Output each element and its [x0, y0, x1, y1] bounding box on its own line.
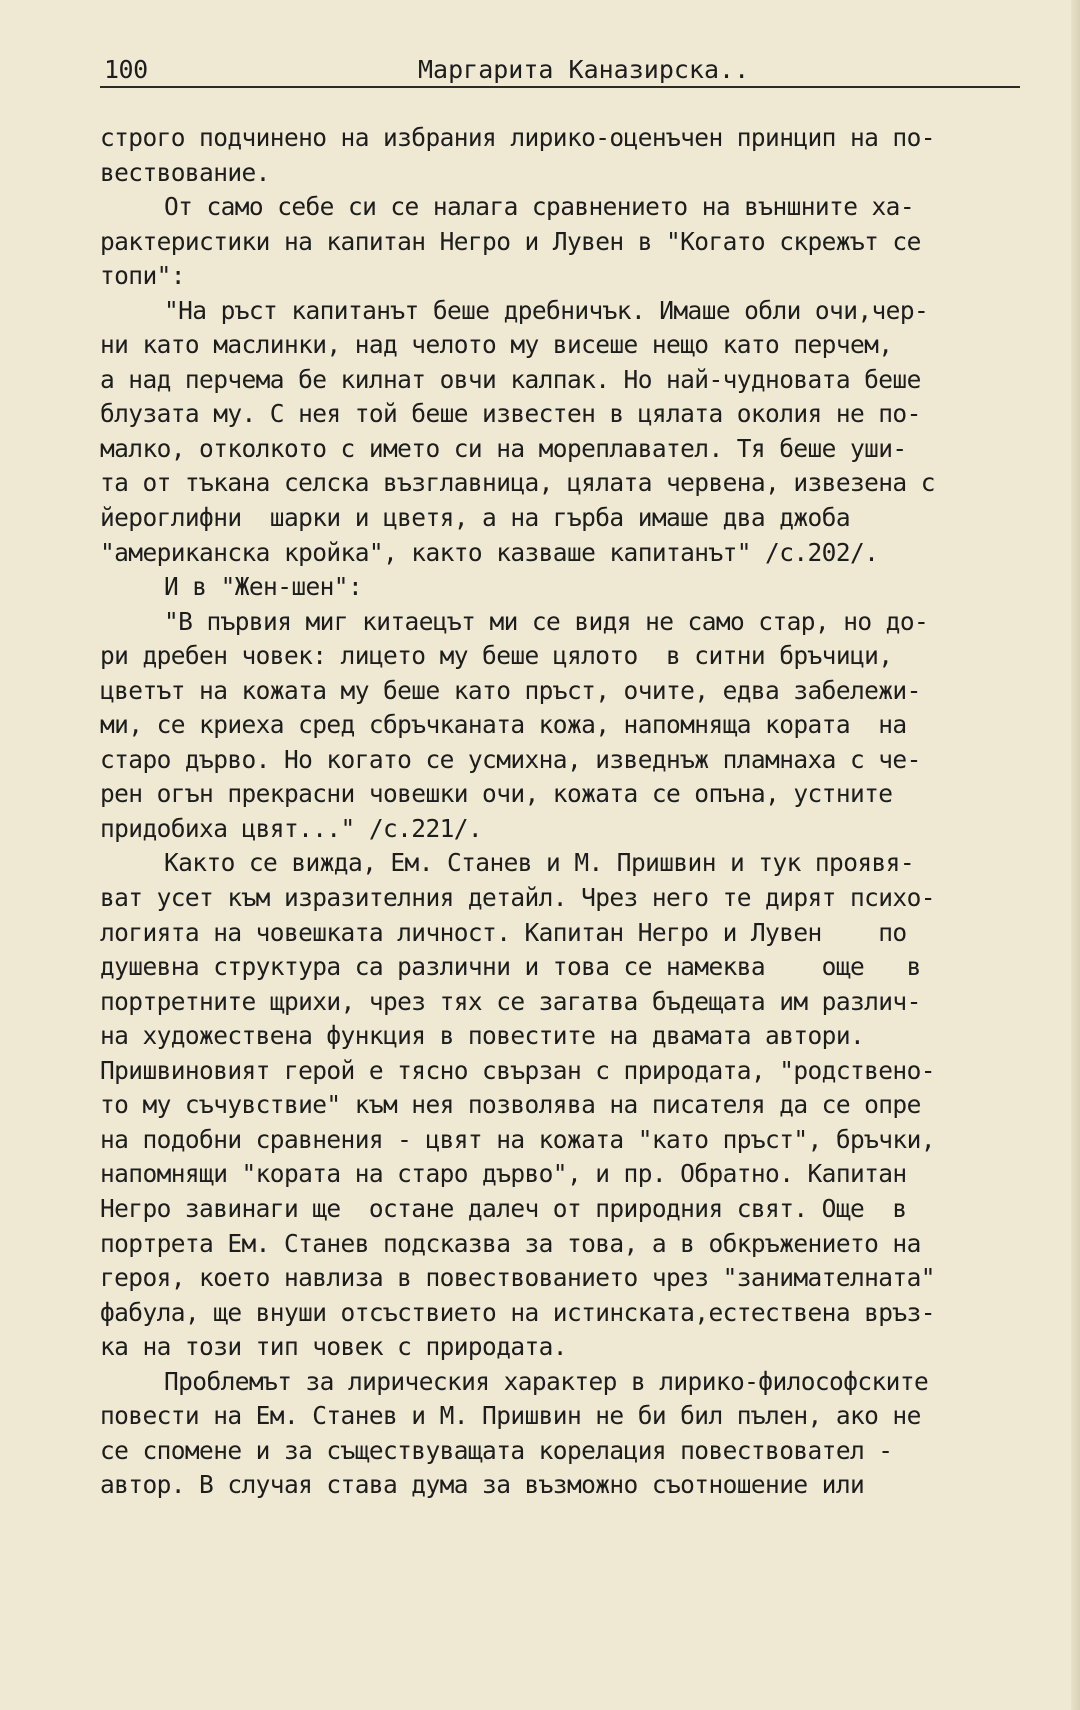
text-line: повести на Ем. Станев и М. Пришвин не би бил пълен, ако не	[100, 1401, 921, 1431]
text-line: напомнящи "кората на старо дърво", и пр. Обратно. Капитан	[100, 1159, 907, 1189]
text-line: ни като маслинки, над челото му висеше нещо като перчем,	[100, 330, 893, 360]
page-number: 100	[104, 55, 148, 84]
text-line: ри дребен човек: лицето му беше цялото в ситни бръчици,	[100, 641, 893, 671]
text-line: ка на този тип човек с природата.	[100, 1332, 567, 1362]
running-header	[100, 54, 1020, 88]
text-line: "американска кройка", както казваше капитанът" /с.202/.	[100, 537, 879, 567]
text-line: ми, се криеха сред сбръчканата кожа, напомняща кората на	[100, 710, 907, 740]
text-line: логията на човешката личност. Капитан Негро и Лувен по	[100, 917, 907, 947]
text-line: Негро завинаги ще остане далеч от природния свят. Още в	[100, 1193, 907, 1223]
text-line: блузата му. С нея той беше известен в цялата околия не по-	[100, 399, 921, 429]
text-line: цветът на кожата му беше като пръст, очите, едва забележи-	[100, 675, 921, 705]
text-line: придобиха цвят..." /с.221/.	[100, 813, 483, 843]
text-line: на художествена функция в повестите на двамата автори.	[100, 1021, 865, 1051]
text-line: йероглифни шарки и цветя, а на гърба имаше два джоба	[100, 503, 850, 533]
text-line: Проблемът за лирическия характер в лирико-философските	[164, 1366, 929, 1396]
text-line: душевна структура са различни и това се намеква още в	[100, 952, 921, 982]
text-line: портрета Ем. Станев подсказва за това, а в обкръжението на	[100, 1228, 921, 1258]
text-line: малко, отколкото с името си на мореплавател. Тя беше уши-	[100, 433, 907, 463]
body-text	[100, 121, 1050, 1503]
text-line: се спомене и за съществуващата корелация повествовател -	[100, 1435, 893, 1465]
text-line: строго подчинено на избрания лирико-оценъчен принцип на по-	[100, 123, 935, 152]
text-line: рен огън прекрасни човешки очи, кожата се опъна, устните	[100, 779, 893, 809]
text-line: то му съчувствие" към нея позволява на писателя да се опре	[100, 1090, 921, 1120]
text-line: "В първия миг китаецът ми се видя не само стар, но до-	[164, 606, 929, 636]
running-head-author: Маргарита Каназирска..	[418, 55, 750, 84]
text-line: "На ръст капитанът беше дребничък. Имаше обли очи,чер-	[164, 295, 929, 325]
text-line: топи":	[100, 261, 185, 291]
text-line: От само себе си се налага сравнението на външните ха-	[164, 192, 914, 222]
text-line: И в "Жен-шен":	[164, 572, 363, 602]
text-line: ват усет към изразителния детайл. Чрез него те дирят психо-	[100, 883, 935, 913]
text-line: автор. В случая става дума за възможно съотношение или	[100, 1470, 865, 1500]
text-line: старо дърво. Но когато се усмихна, изведнъж пламнаха с че-	[100, 744, 921, 774]
text-line: рактеристики на капитан Негро и Лувен в "Когато скрежът се	[100, 226, 921, 256]
text-line: Както се вижда, Ем. Станев и М. Пришвин и тук проявя-	[164, 848, 914, 878]
text-line: фабула, ще внуши отсъствието на истинската,естествена връз-	[100, 1297, 935, 1327]
text-line: Пришвиновият герой е тясно свързан с природата, "родствено-	[100, 1055, 935, 1085]
text-line: а над перчема бе килнат овчи калпак. Но най-чудновата беше	[100, 364, 921, 394]
text-line: та от тъкана селска възглавница, цялата червена, извезена с	[100, 468, 935, 498]
text-line: портретните щрихи, чрез тях се загатва бъдещата им различ-	[100, 986, 921, 1016]
page-edge-shadow	[1071, 0, 1080, 1710]
text-line: вествование.	[100, 157, 270, 187]
text-line: героя, което навлиза в повествованието чрез "занимателната"	[100, 1263, 935, 1293]
text-line: на подобни сравнения - цвят на кожата "като пръст", бръчки,	[100, 1124, 935, 1154]
